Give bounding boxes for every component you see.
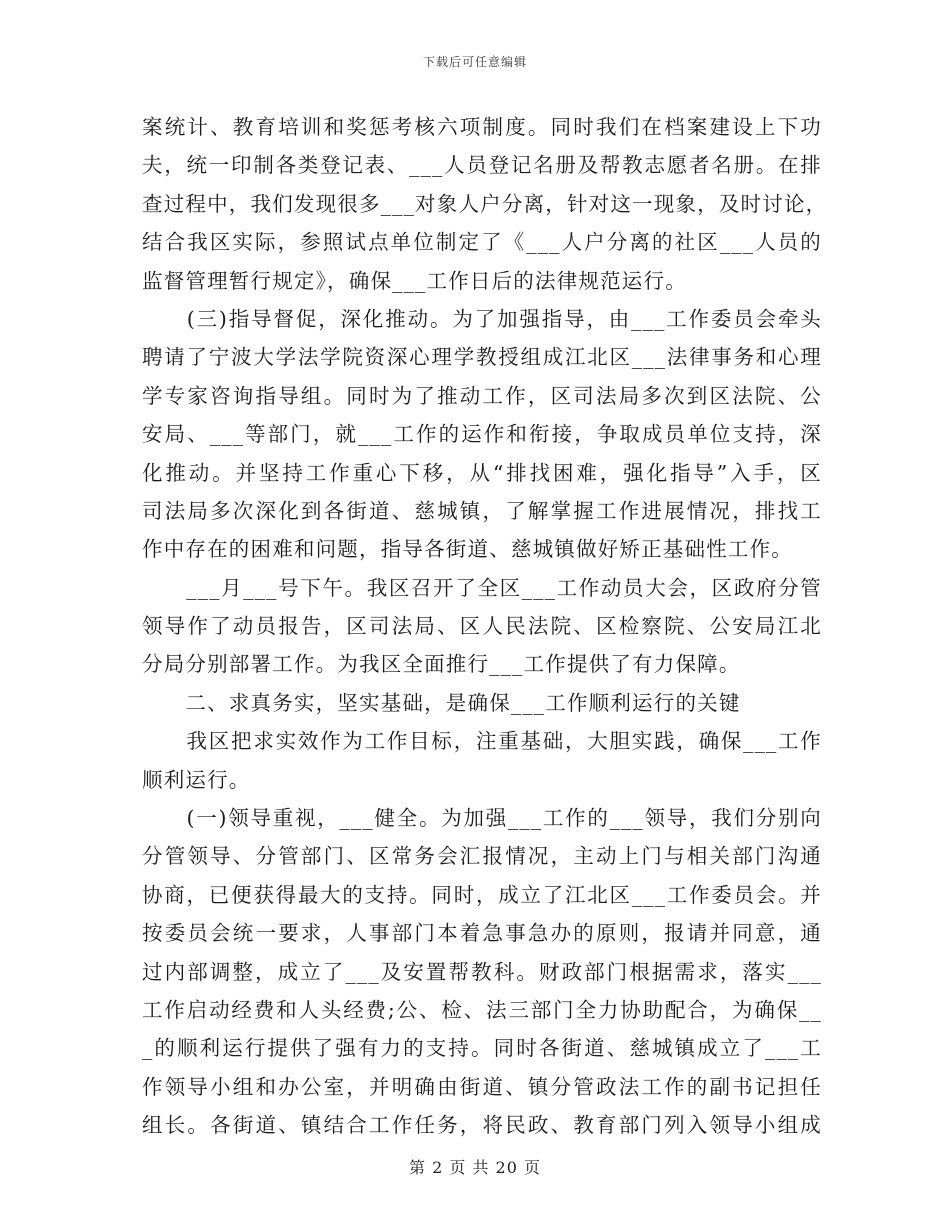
text-line: 安局、___等部门，就___工作的运作和衔接，争取成员单位支持，深 [142,422,822,447]
text-line: 组长。各街道、镇结合工作任务，将民政、教育部门列入领导小组成 [142,1113,822,1138]
text-line: 结合我区实际，参照试点单位制定了《___人户分离的社区___人员的 [142,230,822,255]
text-line: 领导作了动员报告，区司法局、区人民法院、区检察院、公安局江北 [142,614,822,639]
text-line: 我区把求实效作为工作目标，注重基础，大胆实践，确保___工作 [142,729,822,754]
page-footer: 第 2 页 共 20 页 [409,1158,541,1177]
text-line: 监督管理暂行规定》，确保___工作日后的法律规范运行。 [142,268,687,293]
text-line: _的顺利运行提供了强有力的支持。同时各街道、慈城镇成立了___工 [142,1036,822,1061]
document-body [142,108,828,1145]
text-line: 顺利运行。 [142,767,251,792]
text-line: 司法局多次深化到各街道、慈城镇，了解掌握工作进展情况，排找工 [142,498,822,523]
text-line: 过内部调整，成立了___及安置帮教科。财政部门根据需求，落实___ [142,959,822,984]
text-line: 查过程中，我们发现很多___对象人户分离，针对这一现象，及时讨论， [142,191,828,216]
text-line: 分局分别部署工作。为我区全面推行___工作提供了有力保障。 [142,652,741,677]
text-line: 聘请了宁波大学法学院资深心理学教授组成江北区___法律事务和心理 [142,345,822,370]
text-line: 案统计、教育培训和奖惩考核六项制度。同时我们在档案建设上下功 [142,115,822,139]
text-line: (一)领导重视，___健全。为加强___工作的___领导，我们分别向 [142,806,822,831]
text-line: (三)指导督促，深化推动。为了加强指导，由___工作委员会牵头 [142,306,823,331]
text-line: 协商，已便获得最大的支持。同时，成立了江北区___工作委员会。并 [142,882,822,907]
text-line: 夫，统一印制各类登记表、___人员登记名册及帮教志愿者名册。在排 [142,153,822,178]
text-line: 分管领导、分管部门、区常务会汇报情况，主动上门与相关部门沟通 [142,844,822,869]
section-heading: 二、求真务实，坚实基础，是确保___工作顺利运行的关键 [142,690,741,715]
text-line: 工作启动经费和人头经费;公、检、法三部门全力协助配合，为确保__ [142,997,822,1022]
text-line: ___月___号下午。我区召开了全区___工作动员大会，区政府分管 [142,575,822,600]
text-line: 学专家咨询指导组。同时为了推动工作，区司法局多次到区法院、公 [142,383,822,408]
text-line: 化推动。并坚持工作重心下移，从“排找困难，强化指导”入手，区 [142,460,822,485]
page-header: 下载后可任意编辑 [422,55,527,69]
text-line: 按委员会统一要求，人事部门本着急事急办的原则，报请并同意，通 [142,921,822,946]
text-line: 作领导小组和办公室，并明确由街道、镇分管政法工作的副书记担任 [142,1074,822,1099]
text-line: 作中存在的困难和问题，指导各街道、慈城镇做好矫正基础性工作。 [142,537,793,562]
